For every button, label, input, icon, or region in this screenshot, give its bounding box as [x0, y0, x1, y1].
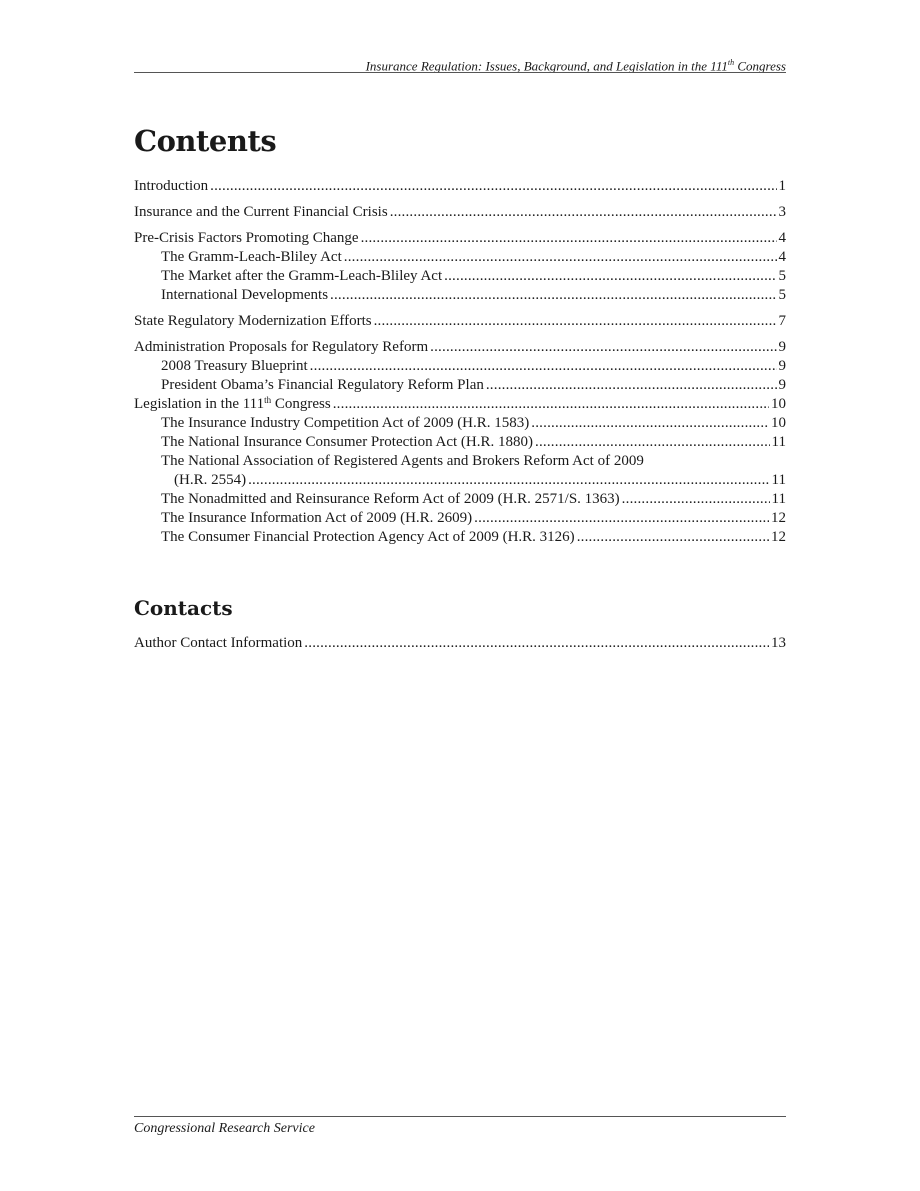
header-rule: [134, 72, 786, 73]
toc-page-number: 12: [771, 529, 786, 545]
toc-entry-title-sup: th: [264, 395, 272, 405]
toc-dot-leader: [248, 471, 769, 490]
toc-entry-title-continued: (H.R. 2554): [174, 472, 247, 488]
toc-entry-title: Insurance and the Current Financial Crisis: [134, 204, 388, 220]
toc-entry-title: The Gramm-Leach-Bliley Act: [161, 249, 342, 265]
toc-entry-title: The Consumer Financial Protection Agency Act of 2009 (H.R. 3126): [161, 529, 575, 545]
toc-dot-leader: [531, 414, 769, 433]
table-of-contents: [134, 177, 786, 547]
toc-page-number: 11: [771, 472, 786, 488]
toc-page-number: 9: [778, 377, 786, 393]
toc-entry-title: [134, 395, 331, 414]
toc-page-number: 12: [771, 510, 786, 526]
toc-entry-title: The Insurance Industry Competition Act of 2009 (H.R. 1583): [161, 415, 530, 431]
toc-entry-title: The Market after the Gramm-Leach-Bliley Act: [161, 268, 443, 284]
toc-page-number: 11: [771, 491, 786, 507]
toc-entry-insurance-financial-crisis[interactable]: [134, 203, 786, 222]
contents-heading: Contents: [134, 124, 277, 158]
toc-page-number: 11: [771, 434, 786, 450]
toc-entry-title: The National Insurance Consumer Protection Act (H.R. 1880): [161, 434, 533, 450]
toc-entry-title: 2008 Treasury Blueprint: [161, 358, 308, 374]
contacts-heading: Contacts: [134, 596, 233, 620]
toc-page-number: 10: [771, 415, 786, 431]
toc-page-number: 9: [778, 358, 786, 374]
toc-entry-pre-crisis-factors[interactable]: [134, 229, 786, 248]
toc-page-number: 1: [778, 178, 786, 194]
toc-entry-title: Administration Proposals for Regulatory Reform: [134, 339, 429, 355]
toc-entry-title: The Nonadmitted and Reinsurance Reform Act of 2009 (H.R. 2571/S. 1363): [161, 491, 620, 507]
toc-page-number: 7: [778, 313, 786, 329]
footer-publisher: Congressional Research Service: [134, 1121, 315, 1136]
toc-entry-legislation-111th[interactable]: [134, 395, 786, 414]
toc-dot-leader: [330, 286, 776, 305]
toc-entry-gramm-leach-bliley-act[interactable]: [134, 248, 786, 267]
toc-dot-leader: [374, 312, 777, 331]
running-header-title: Insurance Regulation: Issues, Background, and Legislation in the 111: [365, 58, 728, 74]
toc-entry-title: International Developments: [161, 287, 329, 303]
toc-entry-title-end: Congress: [271, 396, 331, 412]
toc-page-number: 4: [778, 230, 786, 246]
toc-page-number: 5: [778, 268, 786, 284]
toc-dot-leader: [344, 248, 777, 267]
contacts-list: [134, 634, 786, 653]
toc-entry-administration-proposals[interactable]: [134, 338, 786, 357]
toc-dot-leader: [444, 267, 776, 286]
toc-entry-title: Author Contact Information: [134, 635, 303, 651]
toc-entry-market-after-glb[interactable]: [134, 267, 786, 286]
footer-rule: [134, 1116, 786, 1117]
toc-entry-international-developments[interactable]: [134, 286, 786, 305]
toc-dot-leader: [361, 229, 777, 248]
toc-dot-leader: [486, 376, 777, 395]
toc-entry-hr-2554[interactable]: [134, 471, 786, 490]
toc-entry-obama-reform-plan[interactable]: [134, 376, 786, 395]
toc-dot-leader: [430, 338, 776, 357]
toc-entry-hr-1880[interactable]: [134, 433, 786, 452]
toc-entry-title-start: Legislation in the 111: [134, 396, 265, 412]
toc-dot-leader: [577, 528, 769, 547]
running-header-title-end: Congress: [734, 58, 786, 74]
toc-dot-leader: [535, 433, 770, 452]
toc-entry-hr-2554-title[interactable]: The National Association of Registered Agents and Brokers Reform Act of 2009: [161, 453, 644, 469]
running-header-sup: th: [727, 58, 735, 67]
toc-entry-title: President Obama’s Financial Regulatory Reform Plan: [161, 377, 484, 393]
toc-entry-author-contact[interactable]: [134, 634, 786, 653]
toc-entry-title: Introduction: [134, 178, 209, 194]
toc-page-number: 4: [778, 249, 786, 265]
toc-dot-leader: [390, 203, 777, 222]
toc-page-number: 13: [771, 635, 786, 651]
toc-entry-hr-2609[interactable]: [134, 509, 786, 528]
toc-entry-title: Pre-Crisis Factors Promoting Change: [134, 230, 359, 246]
toc-entry-introduction[interactable]: [134, 177, 786, 196]
toc-page-number: 3: [778, 204, 786, 220]
toc-page-number: 5: [778, 287, 786, 303]
toc-dot-leader: [622, 490, 770, 509]
toc-entry-treasury-blueprint[interactable]: [134, 357, 786, 376]
toc-dot-leader: [333, 395, 769, 414]
toc-entry-hr-1583[interactable]: [134, 414, 786, 433]
toc-dot-leader: [474, 509, 769, 528]
toc-dot-leader: [210, 177, 776, 196]
toc-entry-title: The Insurance Information Act of 2009 (H.R. 2609): [161, 510, 473, 526]
toc-entry-state-regulatory-modernization[interactable]: [134, 312, 786, 331]
toc-dot-leader: [304, 634, 769, 653]
toc-entry-hr-2571[interactable]: [134, 490, 786, 509]
toc-entry-hr-3126[interactable]: [134, 528, 786, 547]
toc-entry-title: State Regulatory Modernization Efforts: [134, 313, 372, 329]
toc-page-number: 10: [771, 396, 786, 412]
toc-dot-leader: [310, 357, 777, 376]
toc-page-number: 9: [778, 339, 786, 355]
